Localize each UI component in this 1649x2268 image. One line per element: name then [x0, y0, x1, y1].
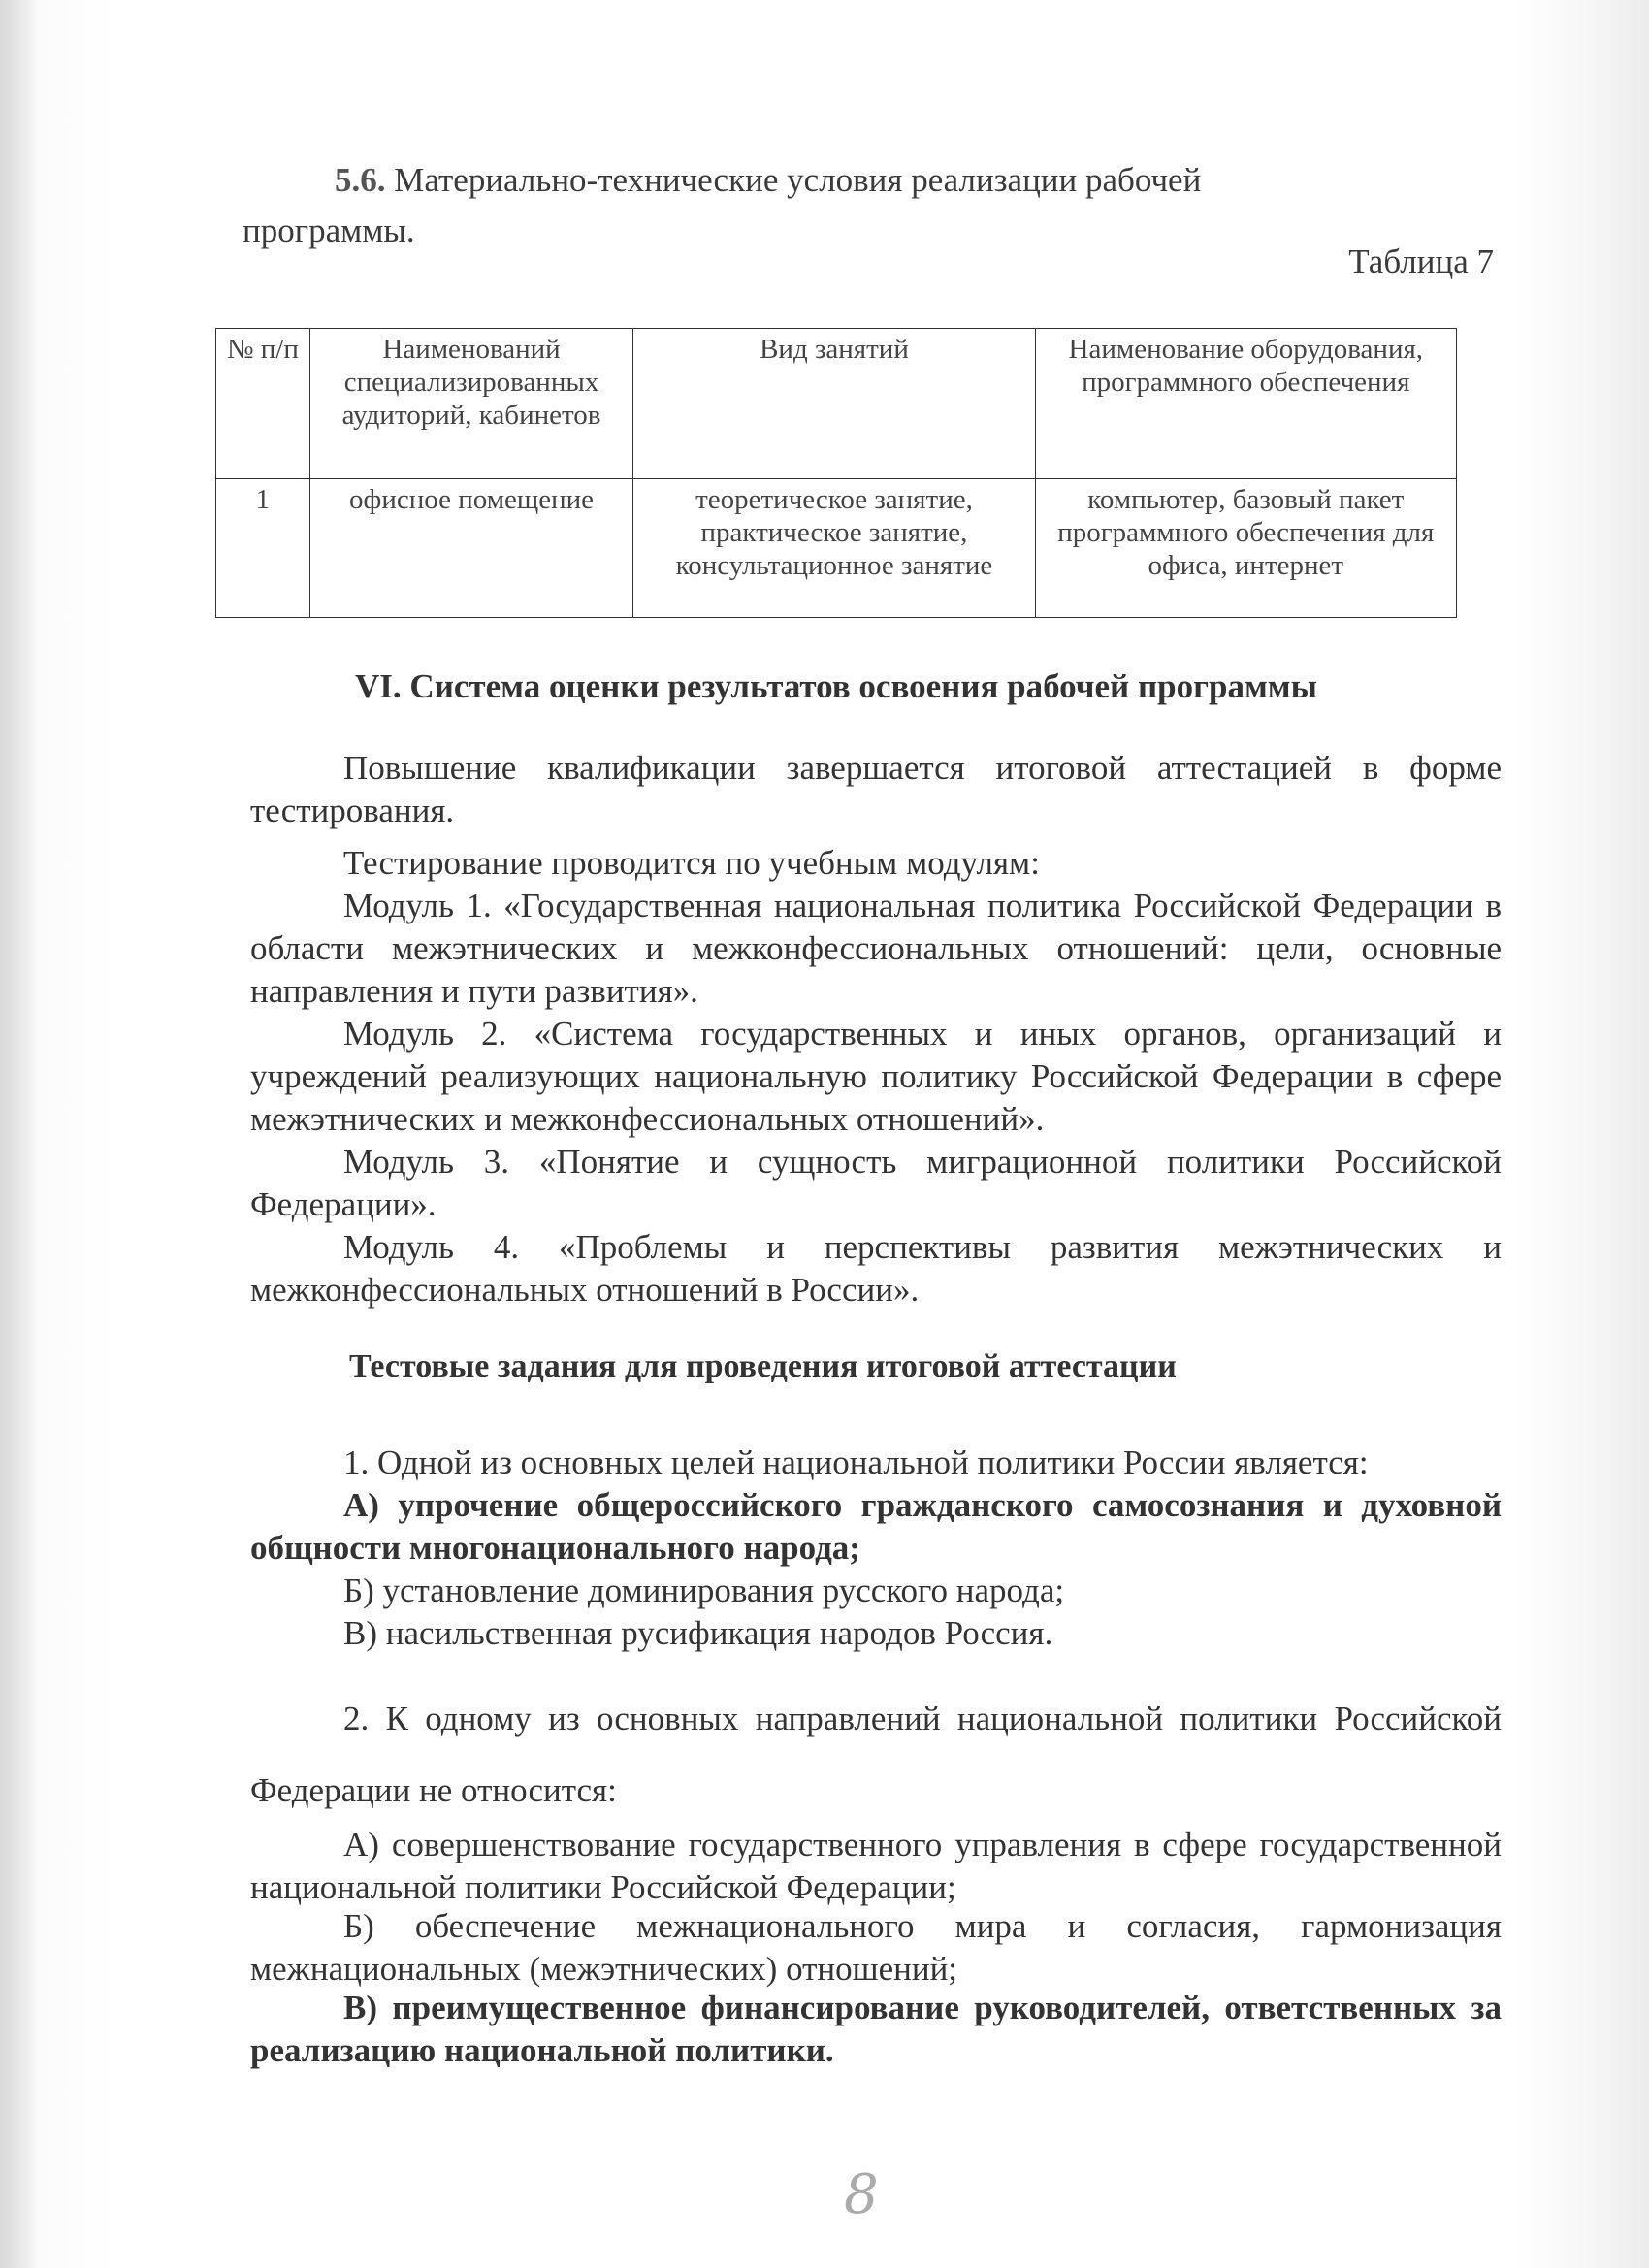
table-header-cell: Вид занятий — [633, 329, 1035, 479]
table-cell: компьютер, базовый пакет программного обеспечения для офиса, интернет — [1035, 479, 1456, 618]
table-header-cell: Наименований специализированных аудиторий, кабинетов — [309, 329, 633, 479]
table-header-row — [216, 329, 1457, 479]
table-header-cell: Наименование оборудования, программного обеспечения — [1035, 329, 1456, 479]
question-1: 1. Одной из основных целей национальной политики России является: — [343, 1443, 1369, 1481]
table-header-cell: № п/п — [216, 329, 310, 479]
table-cell: 1 — [216, 479, 310, 618]
equipment-table — [215, 328, 1457, 618]
page-edge-shadow — [0, 0, 39, 2268]
paragraph-module-3: Модуль 3. «Понятие и сущность миграционной политики Российской Федерации». — [250, 1143, 1502, 1223]
page-number: 8 — [844, 2163, 879, 2226]
section-5-6-heading — [242, 155, 1499, 256]
question-1-answer-b: Б) установление доминирования русского народа; — [343, 1571, 1065, 1609]
paragraph-module-1: Модуль 1. «Государственная национальная политика Российской Федерации в области межэтнических и межконфессиональных отношений: цели, основные направления и пути развития». — [250, 887, 1502, 1010]
table-cell: офисное помещение — [309, 479, 633, 618]
paragraph-certification: Повышение квалификации завершается итоговой аттестацией в форме тестирования. — [250, 749, 1502, 829]
question-2: 2. К одному из основных направлений национальной политики Российской Федерации не относится: — [250, 1700, 1502, 1809]
section-6-title: VI. Система оценки результатов освоения рабочей программы — [355, 667, 1317, 705]
paragraph-module-4: Модуль 4. «Проблемы и перспективы развития межэтнических и межконфессиональных отношений в России». — [250, 1228, 1502, 1309]
table-row — [216, 479, 1457, 618]
table-label: Таблица 7 — [1348, 243, 1494, 280]
question-1-answer-c: В) насильственная русификация народов Россия. — [343, 1614, 1053, 1652]
paragraph-testing: Тестирование проводится по учебным модулям: — [343, 844, 1040, 882]
question-1-answer-a: А) упрочение общероссийского гражданского самосознания и духовной общности многонационального народа; — [250, 1486, 1502, 1567]
table-cell: теоретическое занятие, практическое занятие, консультационное занятие — [633, 479, 1035, 618]
section-number: 5.6. — [335, 161, 386, 199]
question-2-answer-c: В) преимущественное финансирование руководителей, ответственных за реализацию национальной политики. — [250, 1989, 1502, 2069]
section-title-line1: Материально-технические условия реализации рабочей — [394, 161, 1202, 199]
question-2-answer-b: Б) обеспечение межнационального мира и согласия, гармонизация межнациональных (межэтнических) отношений; — [250, 1907, 1502, 1988]
paragraph-module-2: Модуль 2. «Система государственных и иных органов, организаций и учреждений реализующих национальную политику Российской Федерации в сфере межэтнических и межконфессиональных отношений». — [250, 1015, 1502, 1138]
section-title-line2: программы. — [242, 211, 415, 249]
question-2-answer-a: А) совершенствование государственного управления в сфере государственной национальной политики Российской Федерации; — [250, 1826, 1502, 1906]
test-tasks-title: Тестовые задания для проведения итоговой аттестации — [349, 1348, 1177, 1384]
